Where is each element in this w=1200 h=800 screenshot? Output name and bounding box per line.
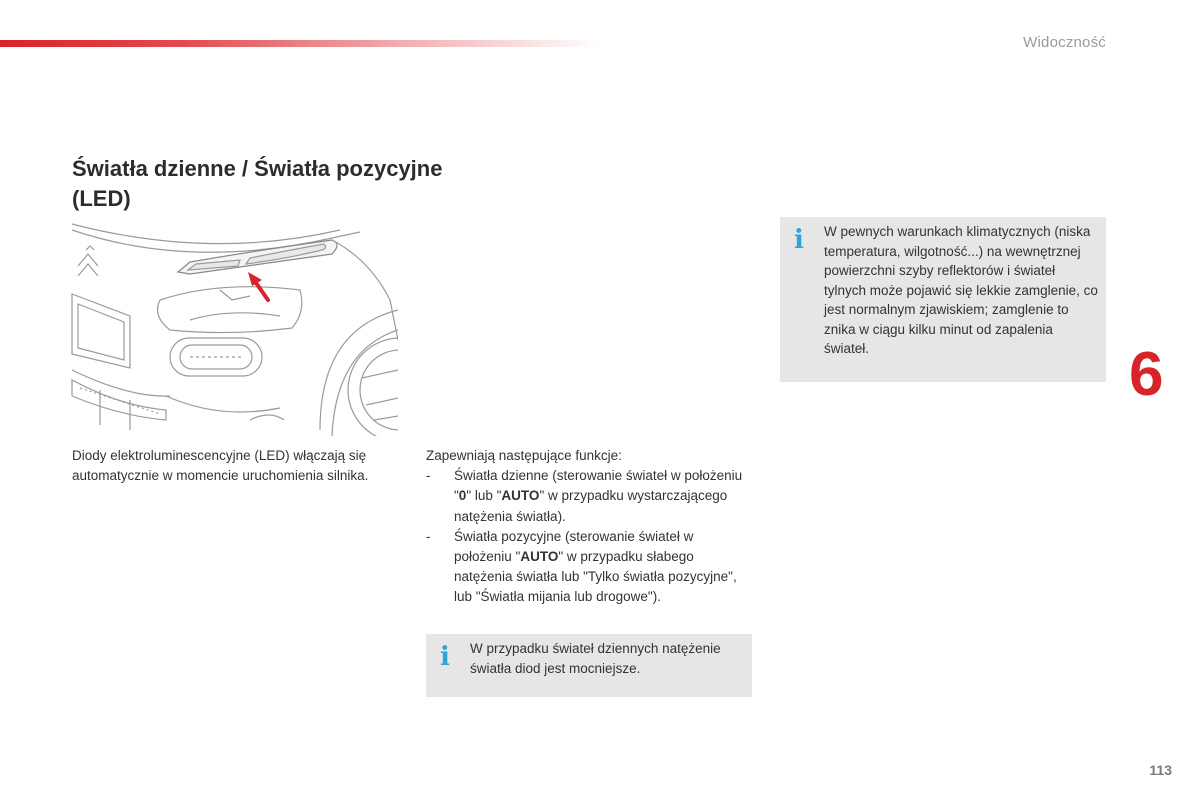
intro-paragraph: Diody elektroluminescencyjne (LED) włączają się automatycznie w momencie uruchomienia silnika. bbox=[72, 448, 369, 483]
list-dash: - bbox=[426, 468, 431, 484]
info-icon: i bbox=[440, 642, 450, 672]
chapter-number: 6 bbox=[1129, 340, 1164, 409]
functions-lead: Zapewniają następujące funkcje: bbox=[426, 448, 622, 463]
function-item-position bbox=[426, 527, 746, 608]
function-text: " lub " bbox=[466, 488, 502, 504]
info-icon: i bbox=[794, 225, 804, 255]
function-setting: AUTO bbox=[501, 488, 540, 504]
function-text: " w przypadku wystarczającego natężenia światła). bbox=[454, 488, 728, 524]
list-dash: - bbox=[426, 528, 431, 544]
function-text: " w przypadku słabego natężenia światła lub "Tylko światła pozycyjne", lub "Światła mijania lub drogowe"). bbox=[454, 549, 737, 605]
car-front-illustration bbox=[70, 220, 398, 436]
functions-list bbox=[426, 446, 746, 608]
section-label: Widoczność bbox=[1023, 34, 1106, 51]
function-text: Światła dzienne (sterowanie świateł w położeniu " bbox=[454, 468, 743, 504]
page-title bbox=[72, 154, 512, 214]
info-text: W pewnych warunkach klimatycznych (niska temperatura, wilgotność...) na wewnętrznej powierzchni szyby reflektorów i świateł tylnych może pojawić się lekkie zamglenie, co jest normalnym zjawiskiem; zamglenie to znika w ciągu kilku minut od zapalenia świateł. bbox=[824, 224, 1098, 356]
function-item-daytime bbox=[426, 466, 746, 527]
info-box-daytime-intensity bbox=[426, 634, 752, 697]
page-number: 113 bbox=[1149, 762, 1172, 778]
function-setting: 0 bbox=[458, 488, 467, 504]
page-title-line-1: Światła dzienne / Światła pozycyjne bbox=[72, 156, 443, 181]
page-title-line-2: (LED) bbox=[72, 186, 131, 211]
function-setting: AUTO bbox=[520, 549, 559, 565]
header-accent-bar bbox=[0, 40, 600, 47]
info-text: W przypadku świateł dziennych natężenie światła diod jest mocniejsze. bbox=[470, 641, 721, 676]
info-box-fogging bbox=[780, 217, 1106, 382]
function-text: Światła pozycyjne (sterowanie świateł w położeniu " bbox=[454, 528, 694, 565]
